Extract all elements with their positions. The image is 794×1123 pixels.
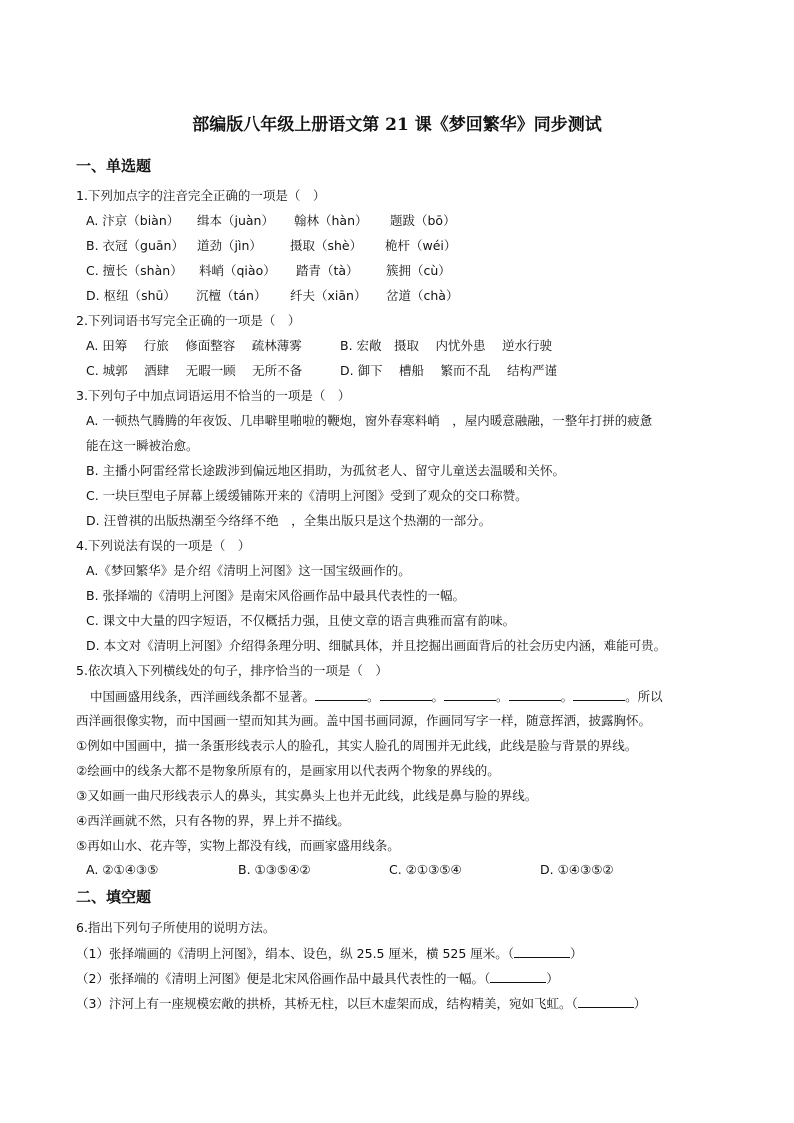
q6-sub-1-text: （1）张择端画的《清明上河图》，绢本、设色，纵 25.5 厘米，横 525 厘米。（ xyxy=(76,946,515,961)
q6-sub-1 xyxy=(76,945,583,962)
q5-item-5: ⑤再如山水、花卉等，实物上都没有线，而画家盛用线条。 xyxy=(76,838,400,853)
q6-stem: 6.指出下列句子所使用的说明方法。 xyxy=(76,920,276,935)
q5-option-d: D. ①④③⑤② xyxy=(540,862,614,877)
q3-stem: 3.下列句子中加点词语运用不恰当的一项是（ ） xyxy=(76,388,351,403)
q1-a-4: 题跋（bō） xyxy=(390,213,456,228)
q1-d-4: 岔道（chà） xyxy=(386,288,459,303)
q4-option-a: A.《梦回繁华》是介绍《清明上河图》这一国宝级画作的。 xyxy=(86,563,411,578)
q6-sub-3-close: ） xyxy=(633,996,647,1011)
q1-d-3: 纤夫（xiān） xyxy=(290,288,367,303)
q5-option-a: A. ②①④③⑤ xyxy=(86,862,159,877)
q5-item-3: ③又如画一曲尺形线表示人的鼻头，其实鼻头上也并无此线，此线是鼻与脸的界线。 xyxy=(76,788,538,803)
q1-a-3: 翰林（hàn） xyxy=(294,213,368,228)
q6-answer-blank-2[interactable] xyxy=(490,970,546,983)
q5-item-4: ④西洋画就不然，只有各物的界，界上并不描线。 xyxy=(76,813,350,828)
q1-c-3: 踏青（tà） xyxy=(296,263,359,278)
q1-c-2: 料峭（qiào） xyxy=(199,263,276,278)
q6-answer-blank-3[interactable] xyxy=(578,995,634,1008)
q6-sub-1-close: ） xyxy=(570,946,583,961)
q5-passage-line2: 西洋画很像实物，而中国画一望而知其为画。盖中国书画同源，作画同写字一样，随意挥洒，披露胸怀。 xyxy=(76,713,652,728)
q3-option-a-cont: 能在这一瞬被治愈。 xyxy=(86,438,199,453)
q5-passage-tail: 。所以 xyxy=(625,689,663,704)
q5-stem: 5.依次填入下列横线处的句子，排序恰当的一项是（ ） xyxy=(76,663,388,678)
q1-stem: 1.下列加点字的注音完全正确的一项是（ ） xyxy=(76,188,326,203)
q5-blank-1 xyxy=(315,688,367,701)
section-fill-in: 二、填空题 xyxy=(76,888,152,906)
q4-stem: 4.下列说法有误的一项是（ ） xyxy=(76,538,251,553)
q1-a-1: A. 汴京（biàn） xyxy=(86,213,180,228)
q2-option-a: A. 田筹 行旅 修面整容 疏林薄雾 xyxy=(86,338,302,353)
q2-stem: 2.下列词语书写完全正确的一项是（ ） xyxy=(76,313,301,328)
q1-b-3: 摄取（shè） xyxy=(290,238,363,253)
q4-option-b: B. 张择端的《清明上河图》是南宋风俗画作品中最具代表性的一幅。 xyxy=(86,588,466,603)
q1-b-2: 道劲（jìn） xyxy=(197,238,262,253)
section-single-choice: 一、单选题 xyxy=(76,157,152,175)
q5-passage-head: 中国画盛用线条，西洋画线条都不显著。 xyxy=(90,689,316,704)
q6-answer-blank-1[interactable] xyxy=(514,945,570,958)
q5-option-b: B. ①③⑤④② xyxy=(238,862,311,877)
q2-option-d: D. 御下 槽船 繁而不乱 结构严谨 xyxy=(340,363,557,378)
q1-c-4: 簇拥（cù） xyxy=(386,263,451,278)
q1-b-1: B. 衣冠（guān） xyxy=(86,238,184,253)
q1-b-4: 桅杆（wéi） xyxy=(385,238,457,253)
q5-item-2: ②绘画中的线条大都不是物象所原有的，是画家用以代表两个物象的界线的。 xyxy=(76,763,500,778)
q3-option-d: D. 汪曾祺的出版热潮至今络绎不绝 ，全集出版只是这个热潮的一部分。 xyxy=(86,513,492,528)
q5-blank-3 xyxy=(444,688,496,701)
q5-item-1: ①例如中国画中，描一条蛋形线表示人的脸孔，其实人脸孔的周围并无此线，此线是脸与背景的界线。 xyxy=(76,738,638,753)
q1-d-2: 沉檀（tán） xyxy=(196,288,267,303)
q2-option-b: B. 宏敞 摄取 内忧外患 逆水行驶 xyxy=(340,338,552,353)
q6-sub-3-text: （3）汴河上有一座规模宏敞的拱桥，其桥无柱，以巨木虚架而成，结构精美，宛如飞虹。（ xyxy=(76,996,578,1011)
q3-option-c: C. 一块巨型电子屏幕上缓缓铺陈开来的《清明上河图》受到了观众的交口称赞。 xyxy=(86,488,528,503)
q4-option-c: C. 课文中大量的四字短语，不仅概括力强，且使文章的语言典雅而富有韵味。 xyxy=(86,613,516,628)
q6-sub-2-close: ） xyxy=(546,971,559,986)
q6-sub-2-text: （2）张择端的《清明上河图》便是北宋风俗画作品中最具代表性的一幅。（ xyxy=(76,971,491,986)
q5-blank-4 xyxy=(509,688,561,701)
q1-d-1: D. 枢纽（shū） xyxy=(86,288,176,303)
q5-option-c: C. ②①③⑤④ xyxy=(389,862,462,877)
q1-a-2: 缉本（juàn） xyxy=(197,213,274,228)
document-title: 部编版八年级上册语文第 21 课《梦回繁华》同步测试 xyxy=(192,115,602,135)
q1-c-1: C. 擅长（shàn） xyxy=(86,263,183,278)
q5-blank-5 xyxy=(573,688,625,701)
q5-blank-2 xyxy=(380,688,432,701)
q3-option-b: B. 主播小阿雷经常长途跋涉到偏远地区捐助，为孤贫老人、留守儿童送去温暖和关怀。 xyxy=(86,463,566,478)
q5-passage-line1: 中国画盛用线条，西洋画线条都不显著。 。 。 。 。 。所以 xyxy=(90,689,663,704)
q6-sub-2 xyxy=(76,970,559,987)
q3-option-a: A. 一顿热气腾腾的年夜饭、几串噼里啪啦的鞭炮，窗外春寒料峭 ，屋内暖意融融，一整年打拼的疲惫 xyxy=(86,413,653,428)
q6-sub-3 xyxy=(76,995,646,1012)
q2-option-c: C. 城郭 酒肆 无暇一顾 无所不备 xyxy=(86,363,303,378)
q4-option-d: D. 本文对《清明上河图》介绍得条理分明、细腻具体，并且挖掘出画面背后的社会历史内涵，难能可贵。 xyxy=(86,638,667,653)
